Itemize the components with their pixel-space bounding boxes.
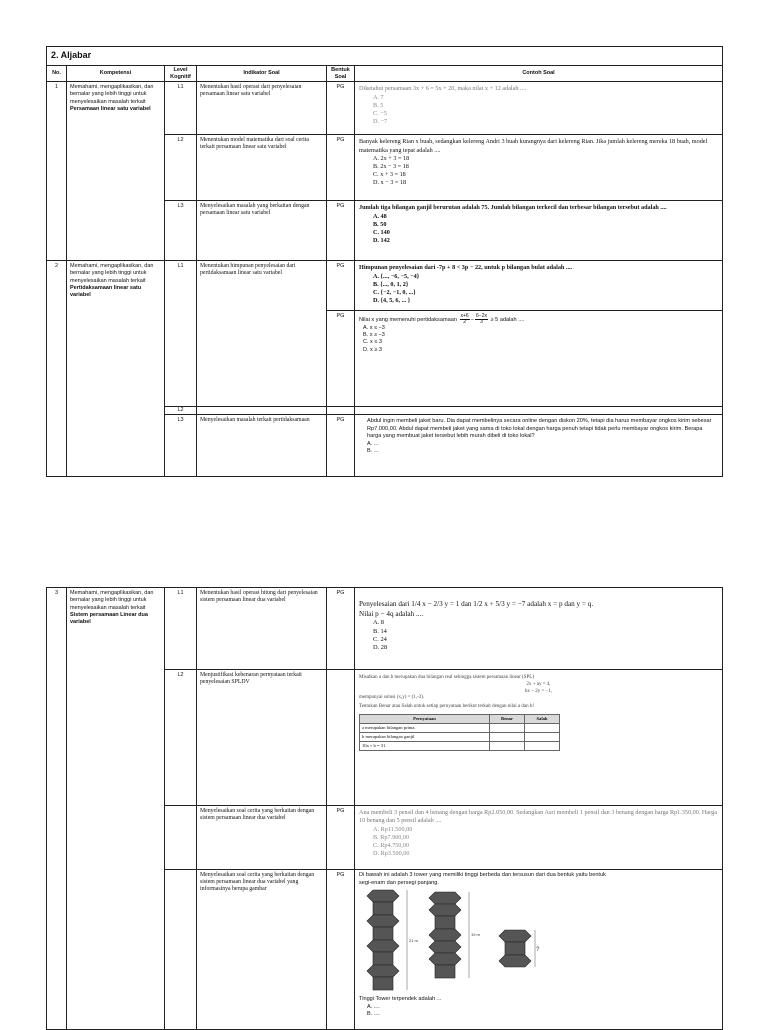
indikator-cell: Menjustifikasi kebenaran pernyataan terkait penyelesaian SPLDV (197, 670, 327, 806)
option: B. 5 (373, 101, 384, 109)
solution-text: mempunyai solusi (x,y) = (1,-2). (359, 695, 425, 701)
tower-3-height-label: ? (536, 947, 540, 954)
header-kompetensi: Kompetensi (67, 66, 165, 82)
false-checkbox[interactable] (525, 723, 560, 732)
aljabar-table (46, 46, 723, 477)
option: B. x ≥ −3 (363, 332, 385, 339)
contoh-soal-cell (355, 806, 723, 870)
question-text: Abdul ingin membeli jaket baru. Dia dapat membelinya secara online dengan diskon 20%, tetapi dia harus membayar ongkos kirim sebesar Rp7.000,00. Abdul dapat membeli jaket yang sama di toko lokal dengan harga penuh tetapi tidak perlu membayar ongkos kirim. Berapa harga yang membuat jaket tersebut lebih murah dibeli di toko lokal? (367, 418, 712, 440)
option: A. x ≤ −3 (363, 325, 385, 332)
question-prefix: Nilai x yang memenuhi pertidaksamaan (359, 317, 457, 324)
option: B. Rp7.900,00 (373, 833, 410, 841)
option: C. x ≤ 3 (363, 339, 382, 346)
option: C. Rp4.750,00 (373, 841, 410, 849)
indikator-cell: Menentukan hasil operasi dari penyelesaian persamaan linear satu variabel (197, 82, 327, 135)
bentuk-cell (327, 407, 355, 415)
kompetensi-cell (67, 82, 165, 261)
question-text: Jumlah tiga bilangan ganjil berurutan adalah 75. Jumlah bilangan terkecil dan terbesar bilangan tersebut adalah .... (359, 204, 667, 212)
tower-1-height-label: 21 m (409, 938, 418, 944)
option: C. x + 3 = 18 (373, 171, 406, 179)
option: A. ... (367, 440, 379, 447)
kompetensi-text: Memahami, mengaplikasikan, dan bernalar yang lebih tinggi untuk menyelesaikan masalah terkait (70, 590, 154, 611)
question-text: Banyak kelereng Rian x buah, sedangkan kelereng Andri 3 buah kurangnya dari kelereng Rian. Jika jumlah kelereng mereka 18 buah, model matematika yang tepat adalah .... (359, 138, 708, 154)
bentuk-cell: PG (327, 135, 355, 201)
equation-1: 2x + ay = 4, (526, 681, 551, 687)
header-bentuk: Bentuk Soal (327, 66, 355, 82)
statement-cell: a merupakan bilangan prima. (360, 723, 490, 732)
indikator-cell: Menyelesaikan soal cerita yang berkaitan dengan sistem persamaan linear dua variabel yang informasinya berupa gambar (197, 870, 327, 1030)
indikator-cell (197, 407, 327, 415)
statement-table (359, 714, 560, 751)
question-text: Diketahui persamaan 3x + 6 = 5x + 20, maka nilai x + 12 adalah .... (359, 85, 527, 93)
header-level: Level Kognitif (165, 66, 197, 82)
row-number: 3 (47, 588, 67, 1030)
row-number: 2 (47, 261, 67, 477)
option: D. x ≥ 3 (363, 346, 382, 353)
contoh-soal-cell (355, 261, 723, 311)
bentuk-cell (327, 670, 355, 806)
numerator: x+6 (460, 313, 469, 320)
option: D. 142 (373, 236, 390, 244)
contoh-soal-cell (355, 311, 723, 407)
question-text: Himpunan penyelesaian dari -7p + 8 < 3p − 22, untuk p bilangan bulat adalah .... (359, 264, 573, 272)
level-cell (165, 806, 197, 870)
question-text: Di bawah ini adalah 3 tower yang memiliki tinggi berbeda dan tersusun dari dua bentuk yaitu bentuk segi-enam dan persegi panjang. (359, 872, 606, 886)
level-cell (165, 870, 197, 1030)
contoh-soal-cell (355, 415, 723, 477)
fraction (475, 314, 488, 325)
bentuk-cell: PG (327, 201, 355, 261)
section-title: 2. Aljabar (47, 47, 723, 66)
indikator-cell: Menyelesaikan masalah terkait pertidaksamaan (197, 415, 327, 477)
option: B. 14 (373, 627, 387, 635)
question-text: Ana membeli 3 pensil dan 4 benang dengan harga Rp2.050,00. Sedangkan Asri membeli 1 pensil dan 3 benang dengan harga Rp1.350,00. Harga 10 benang dan 5 pensil adalah .... (359, 809, 717, 825)
question-text-2: Tinggi Tower terpendek adalah ... (359, 996, 442, 1003)
indikator-cell: Menentukan himpunan penyelesaian dari pertidaksamaan linear satu variabel (197, 261, 327, 407)
option: C. −5 (373, 109, 387, 117)
indikator-cell: Menyelesaikan masalah yang berkaitan dengan persamaan linear satu variabel (197, 201, 327, 261)
option: A. 48 (373, 212, 387, 220)
denominator: 2 (463, 319, 466, 326)
true-checkbox[interactable] (490, 723, 525, 732)
level-cell: L2 (165, 135, 197, 201)
bentuk-cell: PG (327, 261, 355, 311)
bentuk-cell: PG (327, 82, 355, 135)
contoh-soal-cell (355, 201, 723, 261)
statement-header: Pernyataan (360, 714, 490, 723)
option: B. ... (367, 447, 379, 454)
level-cell: L2 (165, 407, 197, 415)
statement-cell: b merupakan bilangan ganjil (360, 732, 490, 741)
row-number: 1 (47, 82, 67, 261)
contoh-soal-cell (355, 870, 723, 1030)
question-text: Nilai x yang memenuhi pertidaksamaan $\frac{x+6}{2}$ − $\frac{6-2x}{3}$ ≥ 5 adalah .... (359, 313, 525, 326)
fraction (460, 314, 470, 325)
bentuk-cell: PG (327, 870, 355, 1030)
true-checkbox[interactable] (490, 732, 525, 741)
contoh-soal-cell (355, 670, 723, 806)
option: B. 2x − 3 = 18 (373, 162, 409, 170)
header-contoh: Contoh Soal (355, 66, 723, 82)
header-indikator: Indikator Soal (197, 66, 327, 82)
towers-figure (359, 890, 539, 996)
option: A. .... (367, 1003, 380, 1010)
false-checkbox[interactable] (525, 732, 560, 741)
option: C. 24 (373, 636, 387, 644)
option: A. Rp11.500,00 (373, 825, 413, 833)
indikator-cell: Menentukan model matematika dari soal cerita terkait persamaan linear satu variabel (197, 135, 327, 201)
statement-cell: 10a + b = 31. (360, 741, 490, 750)
option: C. {−2, −1, 0, ...} (373, 288, 416, 296)
option: A. 8 (373, 619, 385, 627)
level-cell: L3 (165, 201, 197, 261)
option: D. 28 (373, 644, 388, 652)
level-cell: L3 (165, 415, 197, 477)
question-suffix: ≥ 5 adalah .... (490, 317, 525, 324)
bentuk-cell: PG (327, 311, 355, 407)
numerator: 6−2x (476, 313, 487, 320)
tower-2-height-label: 19 m (471, 932, 480, 938)
contoh-soal-cell (355, 135, 723, 201)
indikator-cell: Menentukan hasil operasi hitung dari penyelesaian sistem persamaan linear dua variabel (197, 588, 327, 670)
indikator-cell: Menyelesaikan soal cerita yang berkaitan dengan sistem persamaan linear dua variabel (197, 806, 327, 870)
contoh-soal-cell (355, 588, 723, 670)
option: B. 50 (373, 220, 387, 228)
option: B. {..., 0, 1, 2} (373, 280, 409, 288)
kompetensi-cell (67, 588, 165, 1030)
option: D. x − 3 = 18 (373, 179, 407, 187)
kompetensi-topic: Pertidaksamaan linear satu variabel (70, 284, 142, 299)
option: B. .... (367, 1010, 380, 1017)
level-cell: L1 (165, 261, 197, 407)
true-checkbox[interactable] (490, 741, 525, 750)
true-header: Benar (490, 714, 525, 723)
denominator: 3 (480, 319, 483, 326)
kompetensi-topic: Sistem persamaan Linear dua variabel (70, 611, 148, 625)
level-cell: L2 (165, 670, 197, 806)
option: A. 2x + 3 = 18 (373, 154, 410, 162)
equation-2: bx − 2y = −1, (524, 688, 553, 694)
bentuk-cell: PG (327, 806, 355, 870)
option: C. 140 (373, 228, 390, 236)
option: A. 7 (373, 93, 384, 101)
kompetensi-text: Memahami, mengaplikasikan, dan bernalar yang lebih tinggi untuk menyelesaikan masalah terkait (70, 84, 154, 105)
false-checkbox[interactable] (525, 741, 560, 750)
kompetensi-cell (67, 261, 165, 477)
contoh-soal-cell (355, 82, 723, 135)
kompetensi-topic: Persamaan linear satu variabel (70, 105, 151, 112)
question-intro: Misalkan a dan b merupakan dua bilangan real sehingga sistem persamaan linear (SPL) (359, 675, 534, 680)
option: D. −7 (373, 117, 388, 125)
kompetensi-text: Memahami, mengaplikasikan, dan bernalar yang lebih tinggi untuk menyelesaikan masalah terkait (70, 263, 154, 284)
contoh-soal-cell (355, 407, 723, 415)
false-header: Salah (525, 714, 560, 723)
instruction-text: Tentukan Benar atau Salah untuk setiap pernyataan berikut terkait dengan nilai a dan b! (359, 704, 535, 709)
bentuk-cell: PG (327, 415, 355, 477)
option: A. {..., −6, −5, −4} (373, 272, 420, 280)
header-no: No. (47, 66, 67, 82)
bentuk-cell: PG (327, 588, 355, 670)
level-cell: L1 (165, 82, 197, 135)
option: D. {4, 5, 6, ... } (373, 296, 411, 304)
option: D. Rp3.500,00 (373, 849, 410, 857)
question-text: Penyelesaian dari 1/4 x − 2/3 y = 1 dan 1/2 x + 5/3 y = −7 adalah x = p dan y = q. (359, 600, 594, 608)
aljabar-table-continued (46, 587, 723, 1030)
question-text-2: Nilai p − 4q adalah .... (359, 609, 424, 618)
level-cell: L1 (165, 588, 197, 670)
